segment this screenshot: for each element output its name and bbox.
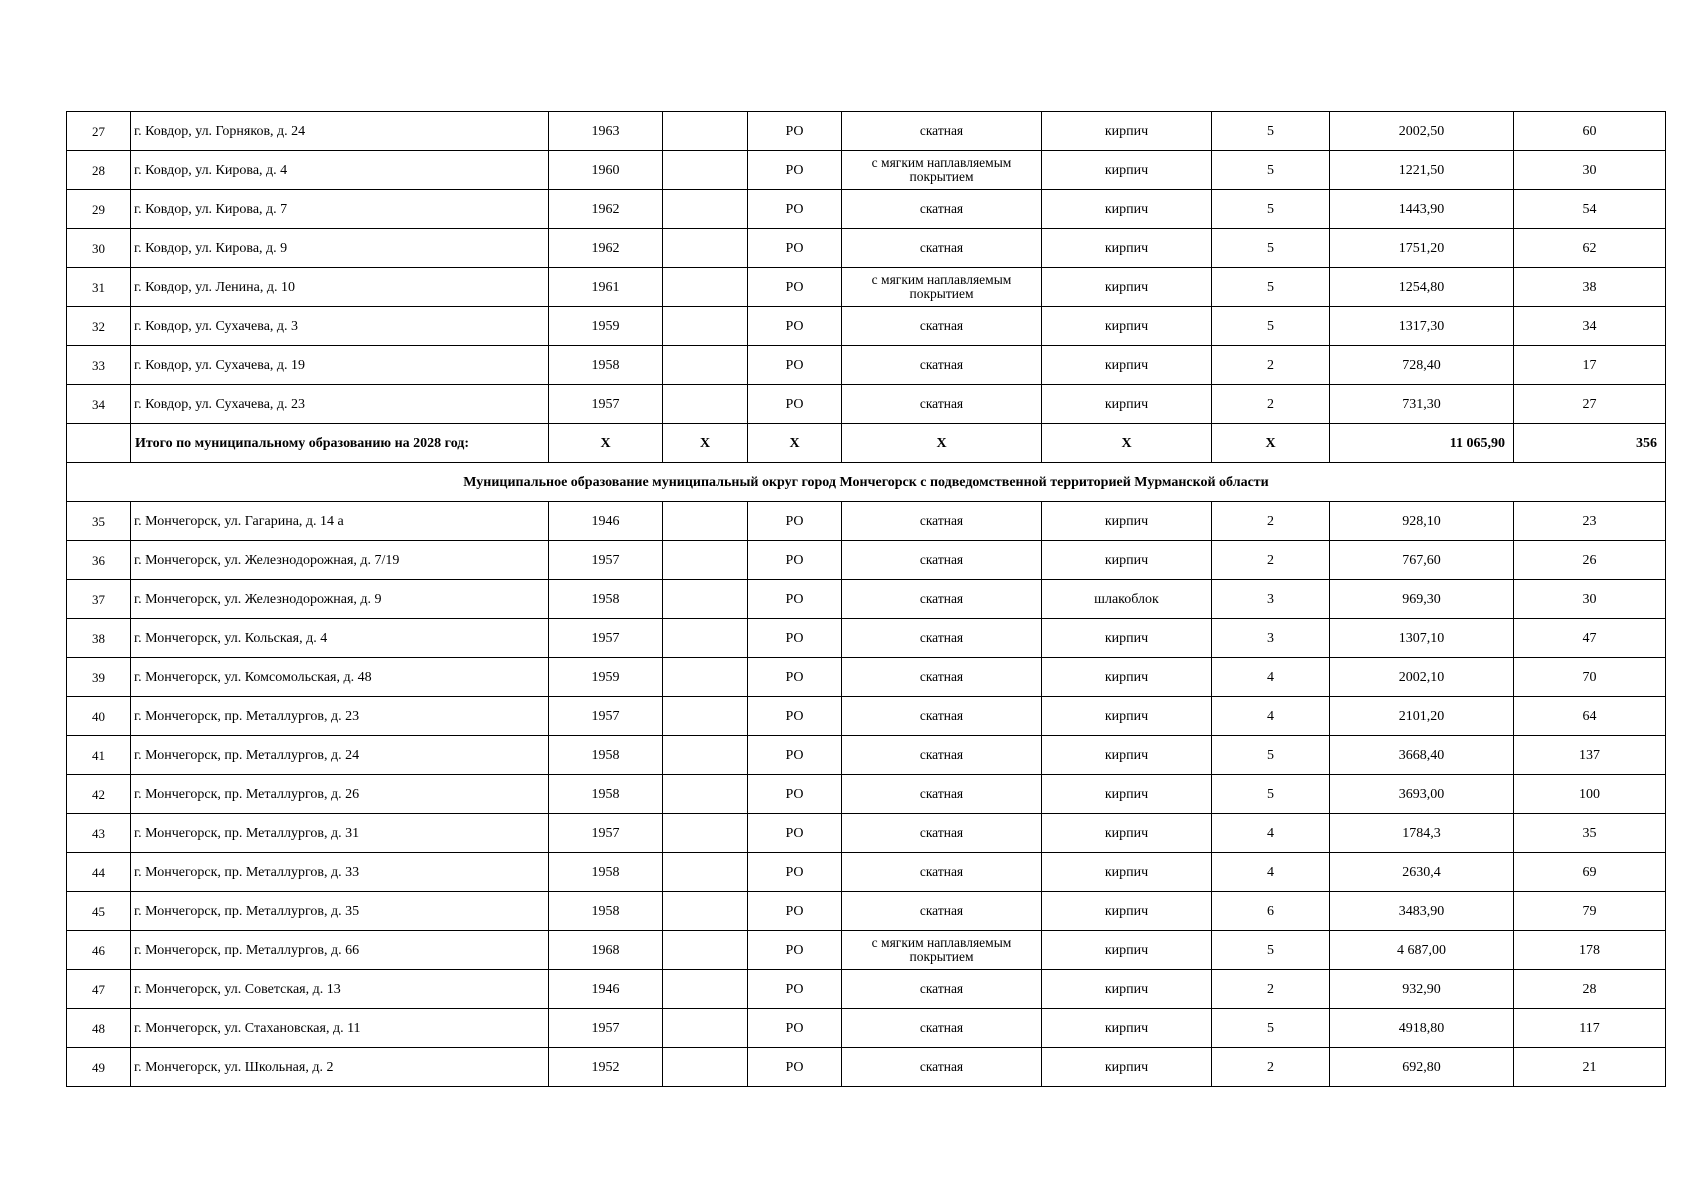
row-number: 42 xyxy=(67,775,131,814)
row-number: 29 xyxy=(67,190,131,229)
area-cell: 728,40 xyxy=(1330,346,1514,385)
roof-type-cell: скатная xyxy=(842,619,1042,658)
empty-cell xyxy=(663,697,748,736)
table-row xyxy=(67,697,1666,736)
year-cell: 1957 xyxy=(549,541,663,580)
wall-material-cell: кирпич xyxy=(1042,112,1212,151)
table-row xyxy=(67,268,1666,307)
empty-cell xyxy=(663,619,748,658)
year-cell: 1962 xyxy=(549,229,663,268)
total-row xyxy=(67,424,1666,463)
address-cell: г. Ковдор, ул. Ленина, д. 10 xyxy=(131,268,549,307)
wall-material-cell: кирпич xyxy=(1042,307,1212,346)
area-cell: 2002,50 xyxy=(1330,112,1514,151)
fund-method-cell: РО xyxy=(748,658,842,697)
residents-cell: 35 xyxy=(1514,814,1666,853)
wall-material-cell: кирпич xyxy=(1042,1009,1212,1048)
wall-material-cell: кирпич xyxy=(1042,151,1212,190)
roof-type-cell: скатная xyxy=(842,502,1042,541)
total-x-mark: X xyxy=(842,424,1042,463)
residents-cell: 60 xyxy=(1514,112,1666,151)
empty-cell xyxy=(663,736,748,775)
area-cell: 767,60 xyxy=(1330,541,1514,580)
table-body-kovdor xyxy=(67,112,1666,424)
total-x-mark: X xyxy=(663,424,748,463)
empty-cell xyxy=(663,268,748,307)
fund-method-cell: РО xyxy=(748,229,842,268)
wall-material-cell: кирпич xyxy=(1042,892,1212,931)
residents-cell: 54 xyxy=(1514,190,1666,229)
table-row xyxy=(67,580,1666,619)
row-number: 34 xyxy=(67,385,131,424)
address-cell: г. Мончегорск, ул. Стахановская, д. 11 xyxy=(131,1009,549,1048)
empty-cell xyxy=(663,1048,748,1087)
address-cell: г. Мончегорск, ул. Комсомольская, д. 48 xyxy=(131,658,549,697)
roof-type-cell: скатная xyxy=(842,112,1042,151)
address-cell: г. Ковдор, ул. Сухачева, д. 19 xyxy=(131,346,549,385)
empty-cell xyxy=(663,775,748,814)
year-cell: 1958 xyxy=(549,580,663,619)
row-number: 48 xyxy=(67,1009,131,1048)
floors-cell: 4 xyxy=(1212,697,1330,736)
fund-method-cell: РО xyxy=(748,346,842,385)
fund-method-cell: РО xyxy=(748,190,842,229)
floors-cell: 5 xyxy=(1212,112,1330,151)
row-number: 39 xyxy=(67,658,131,697)
floors-cell: 5 xyxy=(1212,307,1330,346)
row-number: 35 xyxy=(67,502,131,541)
empty-cell xyxy=(663,580,748,619)
year-cell: 1968 xyxy=(549,931,663,970)
fund-method-cell: РО xyxy=(748,580,842,619)
row-number: 44 xyxy=(67,853,131,892)
floors-cell: 5 xyxy=(1212,1009,1330,1048)
empty-cell xyxy=(663,541,748,580)
table-row xyxy=(67,190,1666,229)
address-cell: г. Ковдор, ул. Сухачева, д. 3 xyxy=(131,307,549,346)
wall-material-cell: кирпич xyxy=(1042,1048,1212,1087)
residents-cell: 100 xyxy=(1514,775,1666,814)
address-cell: г. Мончегорск, пр. Металлургов, д. 35 xyxy=(131,892,549,931)
address-cell: г. Мончегорск, ул. Железнодорожная, д. 9 xyxy=(131,580,549,619)
area-cell: 1784,3 xyxy=(1330,814,1514,853)
floors-cell: 4 xyxy=(1212,853,1330,892)
fund-method-cell: РО xyxy=(748,931,842,970)
year-cell: 1957 xyxy=(549,1009,663,1048)
address-cell: г. Ковдор, ул. Кирова, д. 9 xyxy=(131,229,549,268)
table-row xyxy=(67,307,1666,346)
fund-method-cell: РО xyxy=(748,697,842,736)
address-cell: г. Ковдор, ул. Кирова, д. 4 xyxy=(131,151,549,190)
residents-cell: 70 xyxy=(1514,658,1666,697)
row-number: 43 xyxy=(67,814,131,853)
section-header-row xyxy=(67,463,1666,502)
roof-type-cell: скатная xyxy=(842,346,1042,385)
area-cell: 1254,80 xyxy=(1330,268,1514,307)
roof-type-cell: скатная xyxy=(842,385,1042,424)
row-number: 46 xyxy=(67,931,131,970)
area-cell: 1221,50 xyxy=(1330,151,1514,190)
roof-type-cell: с мягким наплавляемым покрытием xyxy=(842,268,1042,307)
roof-type-cell: скатная xyxy=(842,697,1042,736)
floors-cell: 5 xyxy=(1212,229,1330,268)
fund-method-cell: РО xyxy=(748,268,842,307)
table-row xyxy=(67,970,1666,1009)
roof-type-cell: скатная xyxy=(842,970,1042,1009)
roof-type-cell: скатная xyxy=(842,580,1042,619)
table-row xyxy=(67,229,1666,268)
roof-type-cell: с мягким наплавляемым покрытием xyxy=(842,931,1042,970)
residents-cell: 34 xyxy=(1514,307,1666,346)
table-body-monchegorsk xyxy=(67,502,1666,1087)
empty-cell xyxy=(663,190,748,229)
wall-material-cell: кирпич xyxy=(1042,268,1212,307)
area-cell: 692,80 xyxy=(1330,1048,1514,1087)
residents-cell: 178 xyxy=(1514,931,1666,970)
floors-cell: 6 xyxy=(1212,892,1330,931)
table-row xyxy=(67,1048,1666,1087)
row-number: 33 xyxy=(67,346,131,385)
residents-cell: 137 xyxy=(1514,736,1666,775)
wall-material-cell: шлакоблок xyxy=(1042,580,1212,619)
row-number: 45 xyxy=(67,892,131,931)
address-cell: г. Ковдор, ул. Кирова, д. 7 xyxy=(131,190,549,229)
roof-type-cell: скатная xyxy=(842,658,1042,697)
floors-cell: 5 xyxy=(1212,775,1330,814)
row-number: 41 xyxy=(67,736,131,775)
floors-cell: 4 xyxy=(1212,814,1330,853)
roof-type-cell: скатная xyxy=(842,853,1042,892)
wall-material-cell: кирпич xyxy=(1042,658,1212,697)
wall-material-cell: кирпич xyxy=(1042,931,1212,970)
floors-cell: 2 xyxy=(1212,970,1330,1009)
table-row xyxy=(67,658,1666,697)
section-title: Муниципальное образование муниципальный округ город Мончегорск с подведомственной территорией Мурманской области xyxy=(67,463,1666,502)
year-cell: 1958 xyxy=(549,736,663,775)
address-cell: г. Мончегорск, ул. Кольская, д. 4 xyxy=(131,619,549,658)
year-cell: 1958 xyxy=(549,853,663,892)
address-cell: г. Мончегорск, пр. Металлургов, д. 23 xyxy=(131,697,549,736)
floors-cell: 5 xyxy=(1212,190,1330,229)
table-body-total xyxy=(67,424,1666,502)
row-number: 32 xyxy=(67,307,131,346)
total-label: Итого по муниципальному образованию на 2028 год: xyxy=(131,424,549,463)
floors-cell: 2 xyxy=(1212,1048,1330,1087)
empty-cell xyxy=(663,853,748,892)
roof-type-cell: скатная xyxy=(842,736,1042,775)
empty-cell xyxy=(663,931,748,970)
address-cell: г. Мончегорск, пр. Металлургов, д. 26 xyxy=(131,775,549,814)
floors-cell: 5 xyxy=(1212,736,1330,775)
area-cell: 928,10 xyxy=(1330,502,1514,541)
fund-method-cell: РО xyxy=(748,112,842,151)
table-row xyxy=(67,385,1666,424)
fund-method-cell: РО xyxy=(748,385,842,424)
wall-material-cell: кирпич xyxy=(1042,346,1212,385)
row-number: 49 xyxy=(67,1048,131,1087)
wall-material-cell: кирпич xyxy=(1042,502,1212,541)
year-cell: 1957 xyxy=(549,697,663,736)
roof-type-cell: скатная xyxy=(842,229,1042,268)
area-cell: 1307,10 xyxy=(1330,619,1514,658)
year-cell: 1958 xyxy=(549,346,663,385)
wall-material-cell: кирпич xyxy=(1042,736,1212,775)
year-cell: 1959 xyxy=(549,658,663,697)
address-cell: г. Ковдор, ул. Сухачева, д. 23 xyxy=(131,385,549,424)
table-row xyxy=(67,1009,1666,1048)
address-cell: г. Мончегорск, ул. Железнодорожная, д. 7/19 xyxy=(131,541,549,580)
residents-cell: 30 xyxy=(1514,151,1666,190)
residents-cell: 27 xyxy=(1514,385,1666,424)
residents-cell: 47 xyxy=(1514,619,1666,658)
table-row xyxy=(67,814,1666,853)
empty-cell xyxy=(663,385,748,424)
roof-type-cell: скатная xyxy=(842,541,1042,580)
year-cell: 1963 xyxy=(549,112,663,151)
residents-cell: 26 xyxy=(1514,541,1666,580)
fund-method-cell: РО xyxy=(748,736,842,775)
table-row xyxy=(67,853,1666,892)
fund-method-cell: РО xyxy=(748,814,842,853)
fund-method-cell: РО xyxy=(748,1048,842,1087)
fund-method-cell: РО xyxy=(748,151,842,190)
total-x-mark: X xyxy=(1212,424,1330,463)
empty-cell xyxy=(663,307,748,346)
row-number: 47 xyxy=(67,970,131,1009)
floors-cell: 3 xyxy=(1212,619,1330,658)
wall-material-cell: кирпич xyxy=(1042,541,1212,580)
area-cell: 4918,80 xyxy=(1330,1009,1514,1048)
table-row xyxy=(67,619,1666,658)
fund-method-cell: РО xyxy=(748,970,842,1009)
year-cell: 1946 xyxy=(549,502,663,541)
year-cell: 1959 xyxy=(549,307,663,346)
roof-type-cell: скатная xyxy=(842,307,1042,346)
empty-cell xyxy=(663,112,748,151)
area-cell: 1751,20 xyxy=(1330,229,1514,268)
wall-material-cell: кирпич xyxy=(1042,814,1212,853)
fund-method-cell: РО xyxy=(748,853,842,892)
address-cell: г. Мончегорск, пр. Металлургов, д. 33 xyxy=(131,853,549,892)
total-x-mark: X xyxy=(549,424,663,463)
table-row xyxy=(67,151,1666,190)
year-cell: 1946 xyxy=(549,970,663,1009)
residents-cell: 17 xyxy=(1514,346,1666,385)
table-row xyxy=(67,931,1666,970)
table-row xyxy=(67,112,1666,151)
area-cell: 731,30 xyxy=(1330,385,1514,424)
row-number: 40 xyxy=(67,697,131,736)
empty-cell xyxy=(663,892,748,931)
table-row xyxy=(67,892,1666,931)
total-area: 11 065,90 xyxy=(1330,424,1514,463)
empty-cell xyxy=(663,229,748,268)
area-cell: 969,30 xyxy=(1330,580,1514,619)
fund-method-cell: РО xyxy=(748,619,842,658)
residents-cell: 117 xyxy=(1514,1009,1666,1048)
roof-type-cell: скатная xyxy=(842,892,1042,931)
year-cell: 1961 xyxy=(549,268,663,307)
total-x-mark: X xyxy=(748,424,842,463)
floors-cell: 2 xyxy=(1212,385,1330,424)
table-row xyxy=(67,541,1666,580)
total-index-cell xyxy=(67,424,131,463)
floors-cell: 4 xyxy=(1212,658,1330,697)
wall-material-cell: кирпич xyxy=(1042,775,1212,814)
floors-cell: 3 xyxy=(1212,580,1330,619)
wall-material-cell: кирпич xyxy=(1042,697,1212,736)
residents-cell: 38 xyxy=(1514,268,1666,307)
table-row xyxy=(67,502,1666,541)
year-cell: 1958 xyxy=(549,892,663,931)
floors-cell: 2 xyxy=(1212,346,1330,385)
fund-method-cell: РО xyxy=(748,502,842,541)
wall-material-cell: кирпич xyxy=(1042,970,1212,1009)
floors-cell: 2 xyxy=(1212,502,1330,541)
year-cell: 1957 xyxy=(549,385,663,424)
address-cell: г. Мончегорск, ул. Гагарина, д. 14 а xyxy=(131,502,549,541)
fund-method-cell: РО xyxy=(748,1009,842,1048)
floors-cell: 5 xyxy=(1212,268,1330,307)
roof-type-cell: с мягким наплавляемым покрытием xyxy=(842,151,1042,190)
empty-cell xyxy=(663,151,748,190)
wall-material-cell: кирпич xyxy=(1042,229,1212,268)
year-cell: 1962 xyxy=(549,190,663,229)
empty-cell xyxy=(663,970,748,1009)
residents-cell: 28 xyxy=(1514,970,1666,1009)
address-cell: г. Мончегорск, ул. Советская, д. 13 xyxy=(131,970,549,1009)
row-number: 30 xyxy=(67,229,131,268)
wall-material-cell: кирпич xyxy=(1042,619,1212,658)
total-residents: 356 xyxy=(1514,424,1666,463)
residents-cell: 62 xyxy=(1514,229,1666,268)
address-cell: г. Ковдор, ул. Горняков, д. 24 xyxy=(131,112,549,151)
residents-cell: 21 xyxy=(1514,1048,1666,1087)
area-cell: 2101,20 xyxy=(1330,697,1514,736)
area-cell: 3483,90 xyxy=(1330,892,1514,931)
address-cell: г. Мончегорск, ул. Школьная, д. 2 xyxy=(131,1048,549,1087)
row-number: 38 xyxy=(67,619,131,658)
row-number: 36 xyxy=(67,541,131,580)
empty-cell xyxy=(663,1009,748,1048)
table-row xyxy=(67,736,1666,775)
buildings-table xyxy=(66,111,1666,1087)
floors-cell: 5 xyxy=(1212,931,1330,970)
table-row xyxy=(67,346,1666,385)
roof-type-cell: скатная xyxy=(842,190,1042,229)
area-cell: 2630,4 xyxy=(1330,853,1514,892)
roof-type-cell: скатная xyxy=(842,775,1042,814)
residents-cell: 69 xyxy=(1514,853,1666,892)
address-cell: г. Мончегорск, пр. Металлургов, д. 24 xyxy=(131,736,549,775)
residents-cell: 30 xyxy=(1514,580,1666,619)
address-cell: г. Мончегорск, пр. Металлургов, д. 31 xyxy=(131,814,549,853)
area-cell: 4 687,00 xyxy=(1330,931,1514,970)
fund-method-cell: РО xyxy=(748,892,842,931)
empty-cell xyxy=(663,502,748,541)
area-cell: 932,90 xyxy=(1330,970,1514,1009)
address-cell: г. Мончегорск, пр. Металлургов, д. 66 xyxy=(131,931,549,970)
area-cell: 1443,90 xyxy=(1330,190,1514,229)
table-row xyxy=(67,775,1666,814)
fund-method-cell: РО xyxy=(748,541,842,580)
year-cell: 1952 xyxy=(549,1048,663,1087)
empty-cell xyxy=(663,658,748,697)
roof-type-cell: скатная xyxy=(842,1048,1042,1087)
year-cell: 1957 xyxy=(549,619,663,658)
year-cell: 1960 xyxy=(549,151,663,190)
row-number: 37 xyxy=(67,580,131,619)
area-cell: 1317,30 xyxy=(1330,307,1514,346)
empty-cell xyxy=(663,814,748,853)
wall-material-cell: кирпич xyxy=(1042,190,1212,229)
total-x-mark: X xyxy=(1042,424,1212,463)
residents-cell: 79 xyxy=(1514,892,1666,931)
year-cell: 1958 xyxy=(549,775,663,814)
roof-type-cell: скатная xyxy=(842,1009,1042,1048)
area-cell: 2002,10 xyxy=(1330,658,1514,697)
residents-cell: 23 xyxy=(1514,502,1666,541)
floors-cell: 2 xyxy=(1212,541,1330,580)
wall-material-cell: кирпич xyxy=(1042,385,1212,424)
row-number: 31 xyxy=(67,268,131,307)
row-number: 28 xyxy=(67,151,131,190)
fund-method-cell: РО xyxy=(748,307,842,346)
row-number: 27 xyxy=(67,112,131,151)
empty-cell xyxy=(663,346,748,385)
fund-method-cell: РО xyxy=(748,775,842,814)
residents-cell: 64 xyxy=(1514,697,1666,736)
wall-material-cell: кирпич xyxy=(1042,853,1212,892)
floors-cell: 5 xyxy=(1212,151,1330,190)
area-cell: 3693,00 xyxy=(1330,775,1514,814)
area-cell: 3668,40 xyxy=(1330,736,1514,775)
year-cell: 1957 xyxy=(549,814,663,853)
roof-type-cell: скатная xyxy=(842,814,1042,853)
